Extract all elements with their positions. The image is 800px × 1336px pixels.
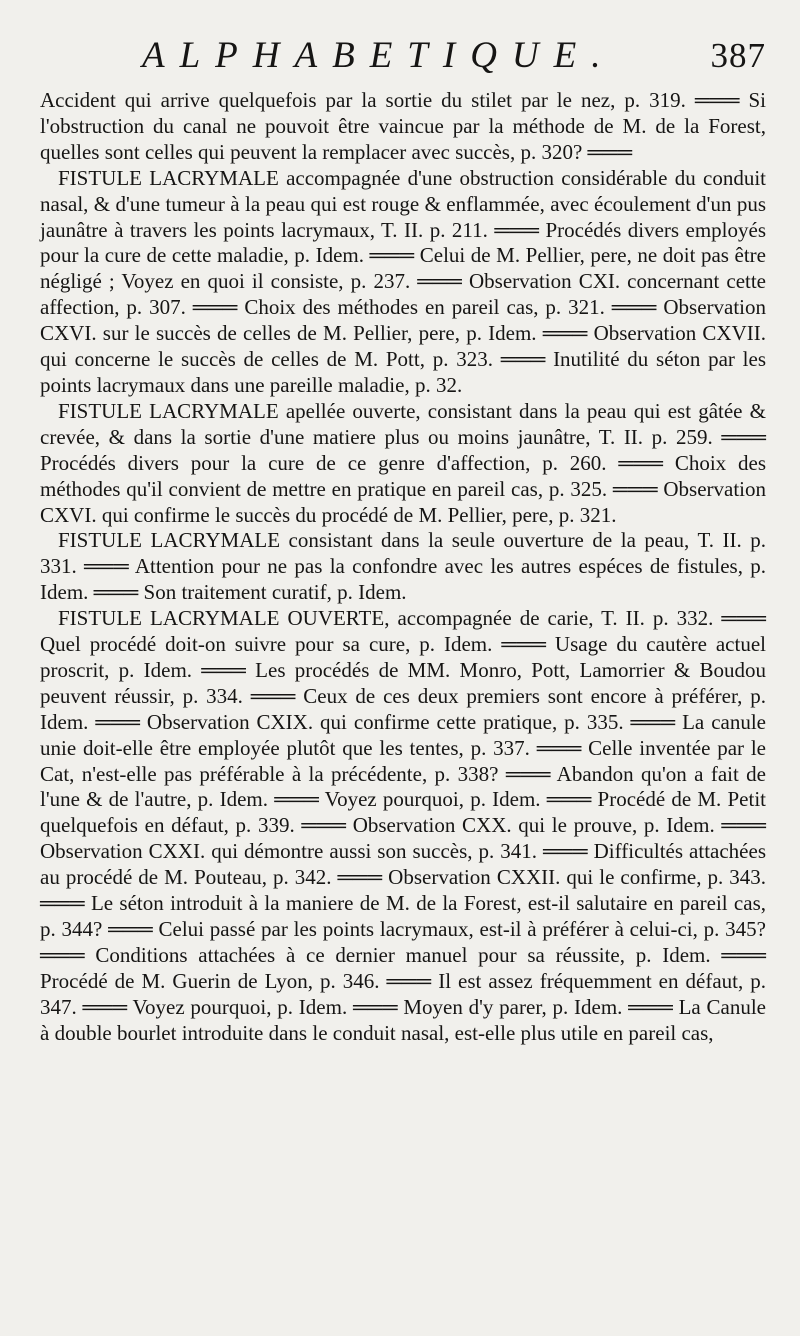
index-entry-continuation: Accident qui arrive quelquefois par la sortie du stilet par le nez, p. 319. ═══ Si l'obstruction du canal ne pouvoit être vaincue par la méthode de M. de la Forest, quelles sont celles qui peuvent la remplacer avec succès, p. 320? ═══ <box>40 88 766 164</box>
page-number: 387 <box>710 36 766 75</box>
index-entry-fistule-ouverte-apellee: FISTULE LACRYMALE apellée ouverte, consistant dans la peau qui est gâtée & crevée, & dans la sortie d'une matiere plus ou moins jaunâtre, T. II. p. 259. ═══ Procédés divers pour la cure de ce genre d'affection, p. 260. ═══ Choix des méthodes qu'il convient de mettre en pratique en pareil cas, p. 325. ═══ Observation CXVI. qui confirme le succès du procédé de M. Pellier, pere, p. 321. <box>40 398 766 527</box>
running-title: ALPHABETIQUE. <box>142 35 616 76</box>
index-text-block <box>40 88 766 1047</box>
index-entry-fistule-obstruction: FISTULE LACRYMALE accompagnée d'une obstruction considérable du conduit nasal, & d'une tumeur à la peau qui est rouge & enflammée, avec écoulement d'un pus jaunâtre à travers les points lacrymaux, T. II. p. 211. ═══ Procédés divers employés pour la cure de cette maladie, p. Idem. ═══ Celui de M. Pellier, pere, ne doit pas être négligé ; Voyez en quoi il consiste, p. 237. ═══ Observation CXI. concernant cette affection, p. 307. ═══ Choix des méthodes en pareil cas, p. 321. ═══ Observation CXVI. sur le succès de celles de M. Pellier, pere, p. Idem. ═══ Observation CXVII. qui concerne le succès de celles de M. Pott, p. 323. ═══ Inutilité du séton par les points lacrymaux dans une pareille maladie, p. 32. <box>40 165 766 397</box>
index-entry-fistule-seule-ouverture: FISTULE LACRYMALE consistant dans la seule ouverture de la peau, T. II. p. 331. ═══ Attention pour ne pas la confondre avec les autres espéces de fistules, p. Idem. ═══ Son traitement curatif, p. Idem. <box>40 528 766 605</box>
index-entry-fistule-ouverte-carie: FISTULE LACRYMALE OUVERTE, accompagnée de carie, T. II. p. 332. ═══ Quel procédé doit-on suivre pour sa cure, p. Idem. ═══ Usage du cautère actuel proscrit, p. Idem. ═══ Les procédés de MM. Monro, Pott, Lamorrier & Boudou peuvent réussir, p. 334. ═══ Ceux de ces deux premiers sont encore à préférer, p. Idem. ═══ Observation CXIX. qui confirme cette pratique, p. 335. ═══ La canule unie doit-elle être employée plutôt que les tentes, p. 337. ═══ Celle inventée par le Cat, n'est-elle pas préférable à la précédente, p. 338? ═══ Abandon qu'on a fait de l'une & de l'autre, p. Idem. ═══ Voyez pourquoi, p. Idem. ═══ Procédé de M. Petit quelquefois en défaut, p. 339. ═══ Observation CXX. qui le prouve, p. Idem. ═══ Observation CXXI. qui démontre aussi son succès, p. 341. ═══ Difficultés attachées au procédé de M. Pouteau, p. 342. ═══ Observation CXXII. qui le confirme, p. 343. ═══ Le séton introduit à la maniere de M. de la Forest, est-il salutaire en pareil cas, p. 344? ═══ Celui passé par les points lacrymaux, est-il à préférer à celui-ci, p. 345? ═══ Conditions attachées à ce dernier manuel pour sa réussite, p. Idem. ═══ Procédé de M. Guerin de Lyon, p. 346. ═══ Il est assez fréquemment en défaut, p. 347. ═══ Voyez pourquoi, p. Idem. ═══ Moyen d'y parer, p. Idem. ═══ La Canule à double bourlet introduite dans le conduit nasal, est-elle plus utile en pareil cas, <box>40 606 766 1045</box>
running-header <box>34 30 766 80</box>
